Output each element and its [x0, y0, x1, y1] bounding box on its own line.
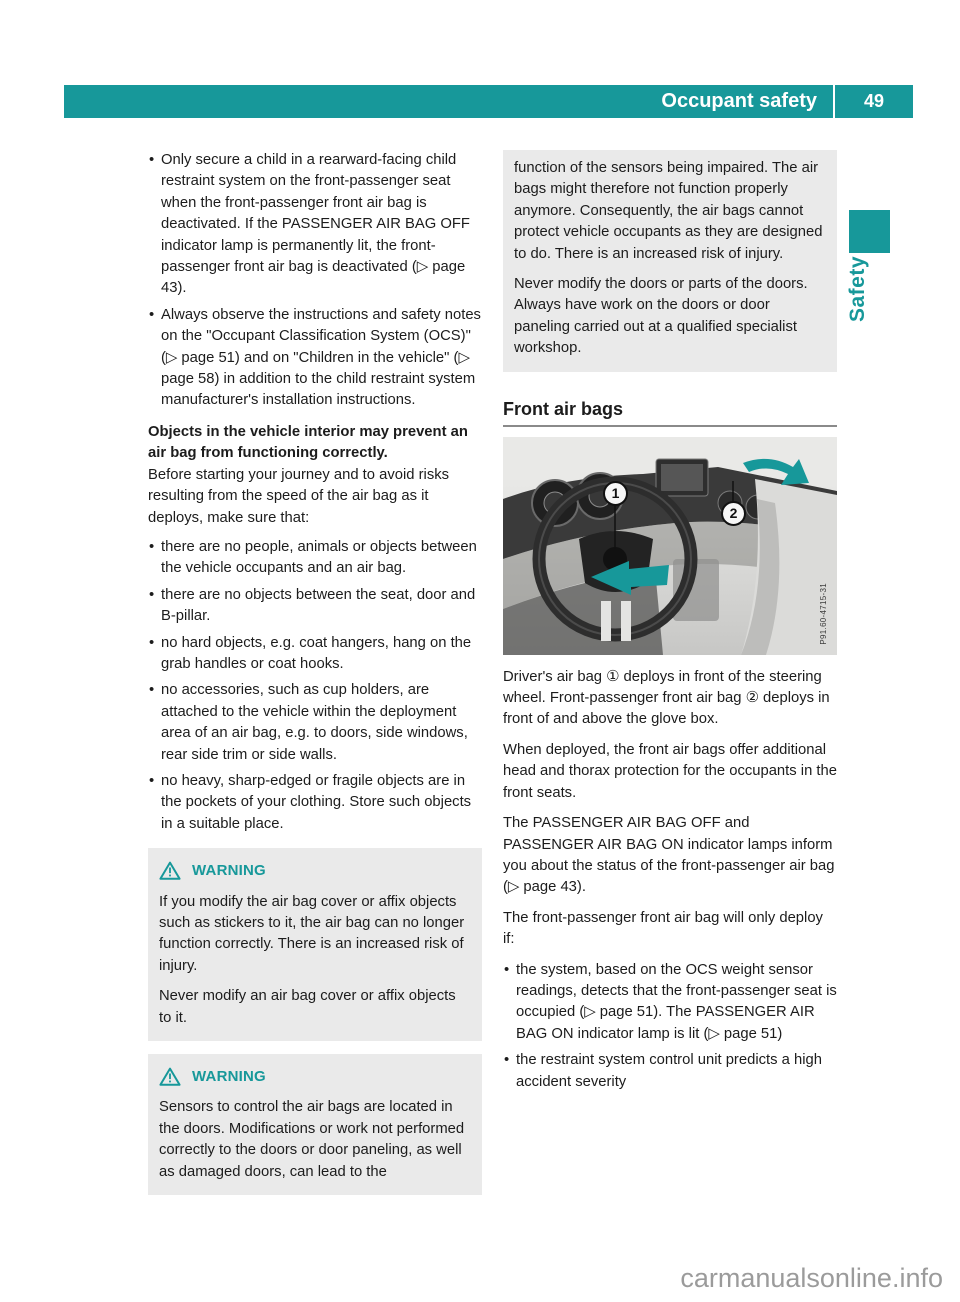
- callout-2: 2: [721, 501, 746, 526]
- warning-text: Never modify an air bag cover or affix objects to it.: [159, 988, 456, 1026]
- paragraph: Driver's air bag ① deploys in front of the steering wheel. Front-passenger front air bag ② deploys in front of and above the glove box.: [503, 668, 830, 728]
- warning-text: If you modify the air bag cover or affix objects such as stickers to it, the air bag can no longer function correctly. There is an increased risk of injury.: [159, 893, 465, 974]
- heading-rule: [503, 425, 837, 427]
- page-title: Occupant safety: [661, 90, 817, 112]
- paragraph: The PASSENGER AIR BAG OFF and PASSENGER AIR BAG ON indicator lamps inform you about the status of the front-passenger air bag (▷ page 43).: [503, 815, 835, 896]
- list-item: • Only secure a child in a rearward-facing child restraint system on the front-passenger seat when the front-passenger front air bag is deactivated. If the PASSENGER AIR BAG OFF indicator lamp is permanently lit, the front-passenger front air bag is deactivated (▷ page 43).: [148, 150, 482, 300]
- list-item: • there are no people, animals or objects between the vehicle occupants and an air bag.: [148, 537, 482, 580]
- warning-text: Never modify the doors or parts of the doors. Always have work on the doors or door paneling carried out at a qualified specialist workshop.: [514, 276, 808, 357]
- warning-text: function of the sensors being impaired. The air bags might therefore not function properly anymore. Consequently, the air bags cannot protect vehicle occupants as they are designed to do. There is an increased risk of injury.: [514, 160, 823, 262]
- list-item: • no hard objects, e.g. coat hangers, hang on the grab handles or coat hooks.: [148, 633, 482, 676]
- chapter-tab-marker: [849, 210, 890, 253]
- list-item: • no heavy, sharp-edged or fragile objects are in the pockets of your clothing. Store such objects in a suitable place.: [148, 771, 482, 835]
- chapter-tab: [836, 256, 880, 406]
- chapter-tab-label: Safety: [846, 256, 869, 323]
- warning-triangle-icon: [159, 1067, 181, 1086]
- deploy-conditions-list: [503, 960, 837, 1093]
- bold-lead-paragraph: Objects in the vehicle interior may prevent an air bag from functioning correctly.: [148, 423, 468, 462]
- callout-1: 1: [603, 481, 628, 506]
- front-air-bags-heading: Front air bags: [503, 398, 624, 419]
- warning-text: Sensors to control the air bags are located in the doors. Modifications or work not performed correctly to the doors or door paneling, as well as damaged doors, can lead to the: [159, 1099, 465, 1180]
- list-item: • the restraint system control unit predicts a high accident severity: [503, 1050, 837, 1093]
- warning-header: [159, 860, 472, 881]
- lead-paragraph: Before starting your journey and to avoid risks resulting from the speed of the air bag as it deploys, make sure that:: [148, 466, 450, 526]
- dashboard-illustration: [503, 437, 837, 655]
- list-item: • there are no objects between the seat, door and B-pillar.: [148, 585, 482, 628]
- warning-label: WARNING: [192, 862, 266, 880]
- list-item: • the system, based on the OCS weight sensor readings, detects that the front-passenger seat is occupied (▷ page 51). The PASSENGER AIR BAG ON indicator lamp is lit (▷ page 51): [503, 960, 837, 1046]
- figure-code: P91.60-4715-31: [818, 583, 828, 645]
- airbag-checklist: [148, 537, 482, 835]
- warning-triangle-icon: [159, 861, 181, 880]
- warning-box-continuation: [503, 150, 837, 372]
- list-item: • Always observe the instructions and safety notes on the "Occupant Classification System (OCS)" (▷ page 51) and on "Children in the vehicle" (▷ page 58) in addition to the child restraint system manufacturer's installation instructions.: [148, 305, 482, 412]
- watermark: carmanualsonline.info: [680, 1263, 943, 1293]
- dashboard-figure: [503, 437, 837, 655]
- safety-notes-list: [148, 150, 482, 412]
- right-column: [503, 150, 837, 1098]
- left-column: [148, 150, 482, 1195]
- warning-box: [148, 1054, 482, 1195]
- paragraph: The front-passenger front air bag will only deploy if:: [503, 909, 823, 948]
- warning-label: WARNING: [192, 1068, 266, 1086]
- list-item: • no accessories, such as cup holders, are attached to the vehicle within the deployment area of an air bag, e.g. to doors, side windows, rear side trim or side walls.: [148, 680, 482, 766]
- page-header: [64, 85, 913, 118]
- warning-box: [148, 848, 482, 1041]
- warning-header: [159, 1066, 472, 1087]
- paragraph: When deployed, the front air bags offer additional head and thorax protection for the occupants in the front seats.: [503, 741, 837, 801]
- page-number: 49: [863, 91, 885, 111]
